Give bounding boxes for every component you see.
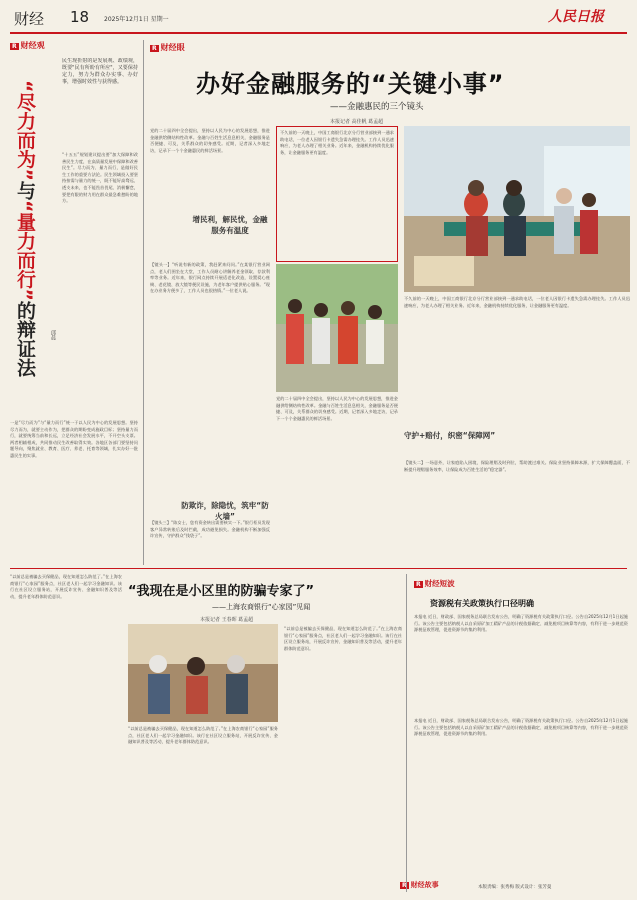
bottom-byline: 本报记者 王春晖 葛孟超 [200, 617, 254, 623]
mid-divider [10, 568, 627, 569]
feature-middle-text: 不久前的一天晚上，中国工商银行北京分行营业部接到一通求助电话，一位老人因银行卡遗失急需办理挂失。工作人员迅速响应，为老人办理了相关业务。近年来，金融机构持续优化服务，让金融服务更有温度。 [404, 296, 630, 308]
page-editor: 本版责编：张秀梅 版式设计：张芳曼 [478, 885, 552, 890]
bottom-body-right: “以前总是被骗去买保健品，现在知道怎么防范了。”在上海农商银行“心家园”服务点，社区老人们一起学习金融知识。该行在社区设立服务站，开展反诈宣传、金融知识普及等活动，提升老年群体防范意识。 [284, 626, 402, 651]
subhead-3: 守护+赔付，织密“保障网” [404, 431, 496, 440]
briefs-header: R 财经短波 [416, 579, 455, 588]
bottom-headline: “我现在是小区里的防骗专家了” [128, 584, 315, 599]
newspaper-logo: 人民日报 [548, 9, 604, 25]
bottom-body-mid: “以前总是被骗去买保健品，现在知道怎么防范了。”在上海农商银行“心家园”服务点，社区老人们一起学习金融知识。该行在社区设立服务站，开展反诈宣传、金融知识普及等活动，提升老年群体防范意识。 [128, 726, 278, 745]
lead-text: 民生现折射的是发展观、政绩观，既要"民有所盼有所应"，又要保持定力，努力为群众办实事、办好事，增强时效性与获得感。 [62, 58, 138, 85]
brief-body-extra: 本报电 近日，财政部、国家税务总局联合发布公告，明确了资源税有关政策执行口径。公告自2025年12月1日起施行。该公告主要包括纳税人以自采原矿加工精矿产品的计税依据确定、减免税项目核算等内容，有利于进一步规范资源税征收管理，促进资源节约集约利用。 [414, 718, 628, 737]
bottom-column-header: R 财经故事 [402, 881, 439, 889]
r-badge-icon: R [152, 45, 157, 52]
feature-subhead: ——金融惠民的三个镜头 [330, 102, 424, 112]
feature-header: R 财经眼 [152, 43, 185, 52]
photo-bank-service [404, 126, 630, 292]
section-name: 财经 [14, 10, 45, 28]
bottom-subhead: ——上海农商银行“心家园”见闻 [212, 603, 311, 611]
masthead [0, 0, 637, 34]
r-badge-icon: R [416, 581, 421, 588]
left-column [10, 40, 140, 565]
feature-byline: 本报记者 高佳帆 葛孟超 [330, 119, 384, 125]
brief-divider [406, 574, 407, 892]
column-body-1: “十五五”规划建议提出要“加大保障和改善民生力度，在高质量发展中保障和改善民生”。尽力而为、量力而行，是做好民生工作的重要方法论。民生领域投入要坚持按需与量力的统一，既不能好高骛远、透支未来，也不能畏首畏尾、消极懈怠，要把有限的财力用在群众最急难愁盼的地方。 [62, 152, 138, 204]
issue-date: 2025年12月1日 星期一 [104, 16, 169, 23]
r-badge-icon: R [12, 43, 17, 50]
title-part-c: “量力而行” [14, 199, 36, 301]
column-body-2: 一是“尽力而为”与“量力而行”统一于以人民为中心的发展思想。坚持尽力而为，就要主动作为，把群众的期盼变成施政目标；坚持量力而行，就要统筹当前和长远，立足经济社会发展水平，不开空头支票。两者相辅相成，共同推动民生改善取得实效。各地区各部门要坚持问题导向，聚焦就业、教育、医疗、养老、托育等领域，扎实办好一批惠民生的实事。 [10, 420, 138, 458]
subhead-2: 防欺诈，除隐忧，筑牢“防火墙” [181, 501, 269, 521]
brief-body: 本报电 近日，财政部、国家税务总局联合发布公告，明确了资源税有关政策执行口径。公告自2025年12月1日起施行。该公告主要包括纳税人以自采原矿加工精矿产品的计税依据确定、减免税项目核算等内容，有利于进一步规范资源税征收管理，促进资源节约集约利用。 [414, 614, 628, 633]
photo-community-center [128, 624, 278, 722]
column-header: R 财经观 [12, 41, 45, 50]
author-name: 邱晨 [50, 330, 56, 340]
title-part-b: 与 [14, 180, 36, 200]
bottom-body-left: “以前总是被骗去买保健品，现在知道怎么防范了。”在上海农商银行“心家园”服务点，社区老人们一起学习金融知识。该行在社区设立服务站，开展反诈宣传、金融知识普及等活动，提升老年群体防范意识。 [10, 574, 122, 599]
feature-headline: 办好金融服务的“关键小事” [196, 70, 505, 98]
feature-right-body: 不久前的一天晚上，中国工商银行北京分行营业部接到一通求助电话，一位老人因银行卡遗失急需办理挂失。工作人员迅速响应，为老人办理了相关业务。近年来，金融机构持续优化服务，让金融服务更有温度。 [280, 130, 394, 155]
subhead-3-body: 【镜头二】一场意外，让家庭陷入困境，保险理赔及时到位，帮助渡过难关。保险业坚持保障本源，扩大保障覆盖面，不断提升理赔服务效率，让保险成为百姓生活的“稳定器”。 [404, 460, 630, 472]
subhead-1: 增民利，解民忧，金融服务有温度 [192, 215, 268, 235]
subhead-1-body: 【镜头一】“听说有新的政策，我赶紧来问问。”在某银行营业网点，老人们围坐在大堂，工作人员耐心讲解养老金领取、存款利率等业务。近年来，银行网点持续开展适老化改造，设置爱心座椅、老花镜、放大镜等便民设施，为老年客户提供贴心服务。“现在办业务方便多了，工作人员也很热情。”一位老人说。 [150, 262, 270, 294]
title-part-a: “尽力而为” [14, 80, 36, 181]
feature-box-right [276, 126, 398, 262]
photo-community [276, 264, 398, 392]
feature-intro: 党的二十届四中全会提出，坚持以人民为中心的发展思想，推进金融供给侧结构性改革。金融与百姓生活息息相关，金融服务是否便捷、可及，关系群众的切身感受。近期，记者深入多地走访，记录下一个个金融惠民的鲜活场景。 [150, 128, 270, 153]
r-badge-icon: R [402, 882, 407, 889]
brief-headline: 资源税有关政策执行口径明确 [430, 599, 534, 608]
masthead-rule [10, 32, 627, 34]
title-part-d: 的辩证法 [14, 300, 36, 377]
left-divider [143, 40, 144, 565]
page-number: 18 [70, 8, 90, 26]
subhead-2-body: 【镜头三】“陈女士，您有资金转出需要核实一下。”银行柜员发现客户异常转账后及时拦截，成功避免损失。金融机构不断加强反诈宣传，守护群众“钱袋子”。 [150, 520, 270, 539]
feature-lower-middle: 党的二十届四中全会提出，坚持以人民为中心的发展思想，推进金融供给侧结构性改革。金融与百姓生活息息相关，金融服务是否便捷、可及，关系群众的切身感受。近期，记者深入多地走访，记录下一个个金融惠民的鲜活场景。 [276, 396, 398, 421]
